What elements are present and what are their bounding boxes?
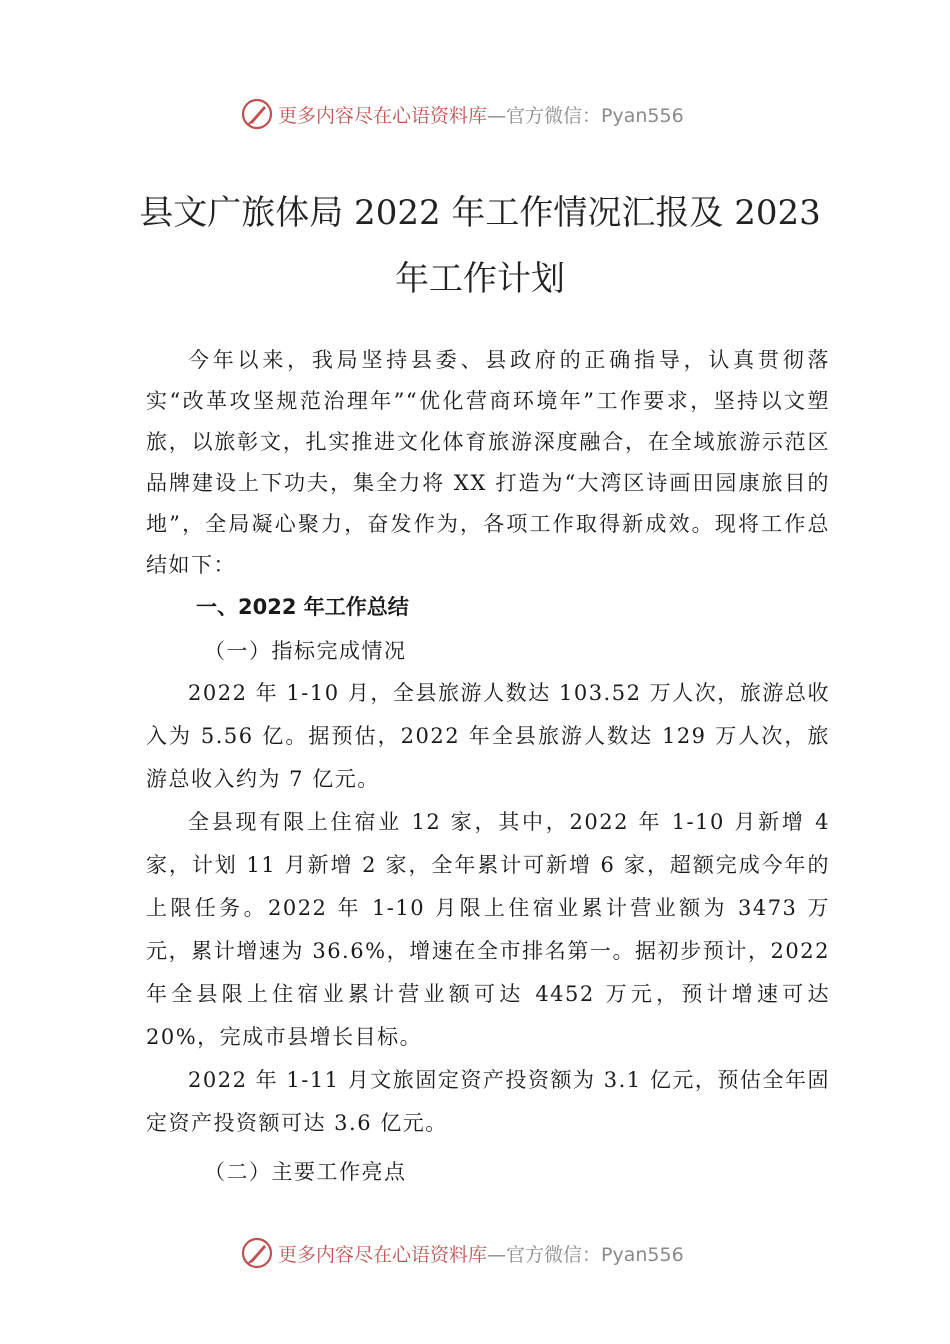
watermark-brand: 更多内容尽在心语资料库 <box>278 1243 488 1266</box>
title-line-1: 县文广旅体局 2022 年工作情况汇报及 2023 <box>139 193 821 233</box>
quill-seal-icon <box>240 97 274 131</box>
investment-paragraph: 2022 年 1-11 月文旅固定资产投资额为 3.1 亿元，预估全年固定资产投资额可达 3.6 亿元。 <box>146 1068 830 1135</box>
quill-seal-icon <box>240 1236 274 1270</box>
watermark-brand: 更多内容尽在心语资料库 <box>278 104 488 127</box>
watermark-contact: —官方微信：Pyan556 <box>487 1243 684 1266</box>
accommodation-paragraph: 全县现有限上住宿业 12 家，其中，2022 年 1-10 月新增 4 家，计划 11 月新增 2 家，全年累计可新增 6 家，超额完成今年的上限任务。2022 年 1-10 月限上住宿业累计营业额为 3473 万元，累计增速为 36.6%，增速在全市排名第一。据初步预计，2022 年全县限上住宿业累计营业额可达 4452 万元，预计增速可达 20%，完成市县增长目标。 <box>146 810 830 1049</box>
tourism-paragraph: 2022 年 1-10 月，全县旅游人数达 103.52 万人次，旅游总收入为 5.56 亿。据预估，2022 年全县旅游人数达 129 万人次，旅游总收入约为 7 亿元。 <box>146 681 830 791</box>
watermark-footer <box>240 1233 684 1273</box>
subsection-heading-1: （一）指标完成情况 <box>204 639 407 663</box>
title-line-2: 年工作计划 <box>395 259 565 299</box>
section-heading-1: 一、2022 年工作总结 <box>196 595 409 619</box>
document-body <box>146 340 830 1193</box>
document-title <box>130 180 830 312</box>
intro-paragraph: 今年以来，我局坚持县委、县政府的正确指导，认真贯彻落实“改革攻坚规范治理年”“优化营商环境年”工作要求，坚持以文塑旅，以旅彰文，扎实推进文化体育旅游深度融合，在全域旅游示范区品牌建设上下功夫，集全力将 XX 打造为“大湾区诗画田园康旅目的地”，全局凝心聚力，奋发作为，各项工作取得新成效。现将工作总结如下： <box>146 348 830 577</box>
watermark-header <box>240 94 684 134</box>
subsection-heading-2: （二）主要工作亮点 <box>204 1160 407 1184</box>
watermark-contact: —官方微信：Pyan556 <box>487 104 684 127</box>
